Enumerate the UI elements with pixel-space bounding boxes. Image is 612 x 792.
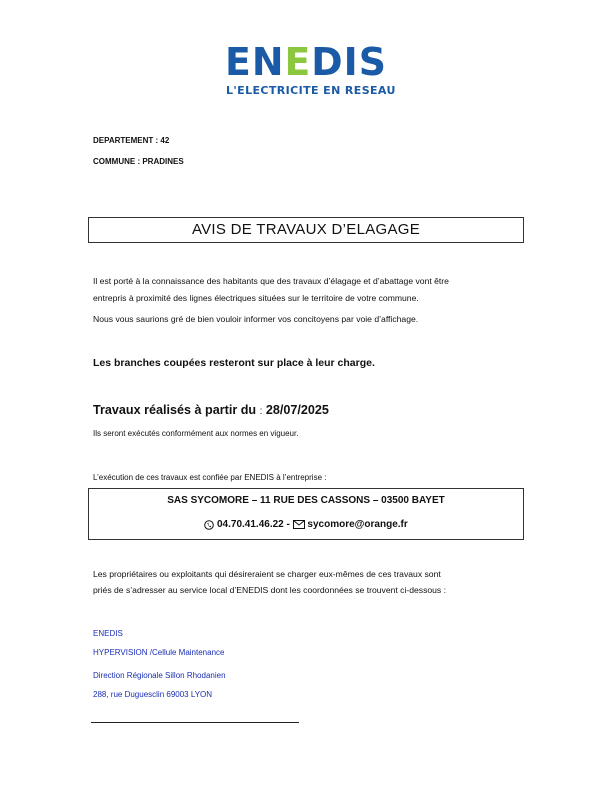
travaux-note: Ils seront exécutés conformément aux normes en vigueur. <box>93 429 299 438</box>
branches-notice: Les branches coupées resteront sur place à leur charge. <box>93 357 375 369</box>
notice-title: AVIS DE TRAVAUX D’ELAGAGE <box>191 221 421 238</box>
contact-service: HYPERVISION /Cellule Maintenance <box>93 648 225 657</box>
notice-title-box <box>88 217 524 243</box>
entreprise-contact-line <box>89 519 523 530</box>
travaux-colon: : <box>259 406 263 417</box>
enedis-logo <box>225 42 396 100</box>
proprietaires-line-2: priés de s’adresser au service local d’ENEDIS dont les coordonnées se trouvent ci-dessous : <box>93 585 446 595</box>
contact-address: 288, rue Duguesclin 69003 LYON <box>93 690 213 699</box>
enedis-logo-wordmark <box>225 42 390 82</box>
travaux-date: 28/07/2025 <box>265 403 329 417</box>
entreprise-phone: 04.70.41.46.22 <box>217 519 284 530</box>
intro-line-1: Il est porté à la connaissance des habitants que des travaux d’élagage et d’abattage vont être <box>93 276 449 286</box>
entreprise-separator: - <box>286 519 290 530</box>
entreprise-address: SAS SYCOMORE – 11 RUE DES CASSONS – 03500 BAYET <box>167 495 445 506</box>
entreprise-box <box>88 488 524 540</box>
enedis-logo-tagline: L'ELECTRICITE EN RESEAU <box>226 84 396 97</box>
intro-line-2: entrepris à proximité des lignes électriques situées sur le territoire de votre commune. <box>93 293 419 303</box>
contact-direction: Direction Régionale Sillon Rhodanien <box>93 671 226 680</box>
entreprise-intro: L’exécution de ces travaux est confiée par ENEDIS à l’entreprise : <box>93 473 327 482</box>
svg-text:ENEDIS: ENEDIS <box>225 42 388 82</box>
signature-line <box>91 722 299 723</box>
proprietaires-line-1: Les propriétaires ou exploitants qui désireraient se charger eux-mêmes de ces travaux sont <box>93 569 441 579</box>
departement-label: DEPARTEMENT : 42 <box>93 136 170 145</box>
envelope-icon <box>293 520 305 529</box>
intro-line-3: Nous vous saurions gré de bien vouloir informer vos concitoyens par voie d’affichage. <box>93 314 419 324</box>
travaux-label: Travaux réalisés à partir du <box>93 403 257 417</box>
contact-name: ENEDIS <box>93 629 123 638</box>
entreprise-email[interactable]: sycomore@orange.fr <box>307 519 408 530</box>
phone-icon <box>204 520 214 530</box>
commune-label: COMMUNE : PRADINES <box>93 157 184 166</box>
travaux-date-line <box>93 403 329 417</box>
